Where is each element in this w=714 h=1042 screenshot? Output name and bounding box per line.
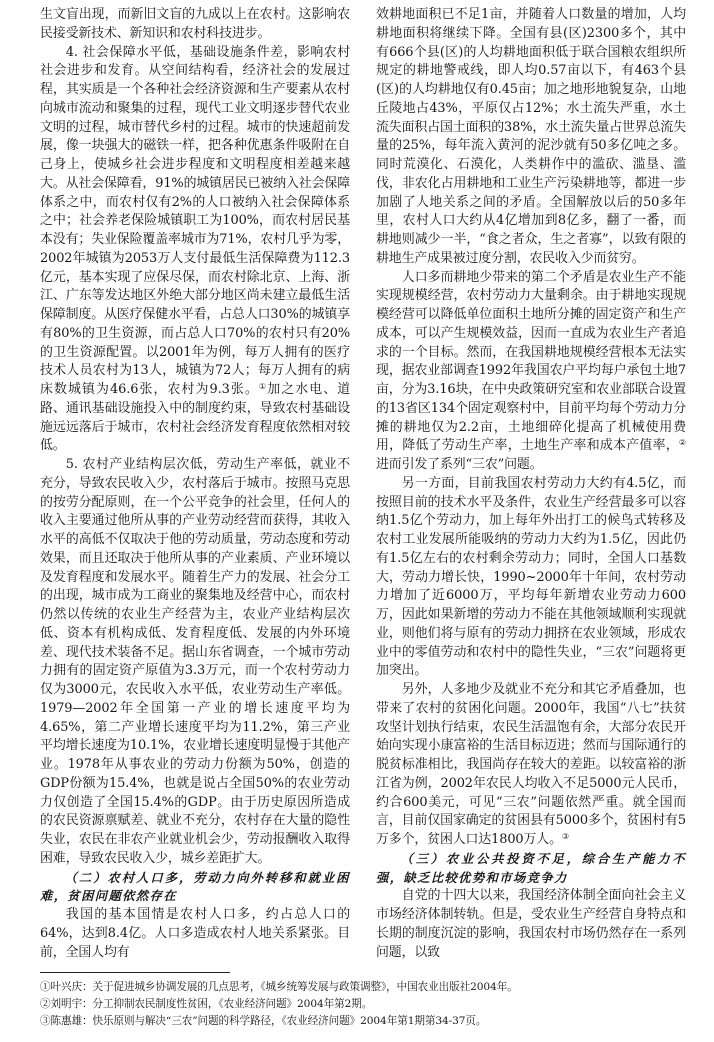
paragraph-market-economy: 自党的十四大以来，我国经济体制全面向社会主义市场经济体制转轨。但是，受农业生产经营自身特点和长期的制度沉淀的影响，我国农村市场仍然存在一系列问题，以致 (376, 888, 686, 960)
footnote-ref-3[interactable]: ③ (561, 832, 569, 841)
section-heading-3: （三）农业公共投资不足，综合生产能力不强，缺乏比较优势和市场竞争力 (376, 851, 686, 885)
right-column (376, 6, 686, 962)
left-column (40, 6, 350, 962)
footnote-ref-1[interactable]: ① (258, 382, 268, 391)
footnote-1: ①叶兴庆：关于促进城乡协调发展的几点思考，《城乡统筹发展与政策调整》，中国农业出版社2004年。 (40, 981, 518, 994)
paragraph-industry-structure: 5. 农村产业结构层次低，劳动生产率低，就业不充分，导致农民收入少，农村落后于城市。按照马克思的按劳分配原则，在一个公平竞争的社会里，任何人的收入主要通过他所从事的产业劳动经营而获得，其收入水平的高低不仅取决于他的劳动质量，劳动态度和劳动效果，而且还取决于他所从事的产业素质、产业环境以及发育程度和发展水平。随着生产力的发展、社会分工的出现，城市成为工商业的聚集地及经营中心，而农村仍然以传统的农业生产经营为主，农业产业结构层次低、资本有机构成低、发育程度低、发展的内外环境差、现代技术装备不足。据山东省调查，一个城市劳动力拥有的固定资产原值为3.3万元，而一个农村劳动力仅为3000元，农民收入水平低，农业劳动生产率低。1979—2002年全国第一产业的增长速度平均为4.65%，第二产业增长速度平均为11.2%，第三产业平均增长速度为10.1%，农业增长速度明显慢于其他产业。1978年从事农业的劳动力份额为50%，创造的GDP份额为15.4%，也就是说占全国50%的农业劳动力仅创造了全国15.4%的GDP。由于历史原因所造成的农民资源禀赋差、就业不充分，农村存在大量的隐性失业，农民在非农产业就业机会少，劳动报酬收入取得困难，导致农民收入少，城乡差距扩大。 (40, 457, 350, 866)
paragraph-text: 进而引发了系列“三农”问题。 (376, 457, 543, 472)
footnote-divider (40, 972, 230, 973)
paragraph-text: 4. 社会保障水平低，基础设施条件差，影响农村社会进步和发育。从空间结构看，经济社会的发展过程，其实质是一个各种社会经济资源和生产要素从农村向城市流动和聚集的过程，现代工业文明逐步替代农业文明的过程，城市替代乡村的过程。城市的快速超前发展，像一块强大的磁铁一样，把各种优惠条件吸附在自己身上，使城乡社会进步程度和文明程度相差越来越大。从社会保障看，91%的城镇居民已被纳入社会保障体系之中，而农村仅有2%的人口被纳入社会保障体系之中；社会养老保险城镇职工为100%，而农村居民基本没有；失业保险覆盖率城市为71%，农村几乎为零，2002年城镇为2053万人支付最低生活保障费为112.3亿元，基本实现了应保尽保，而农村除北京、上海、浙江、广东等发达地区外绝大部分地区尚未建立最低生活保障制度。从医疗保健水平看，占总人口30%的城镇享有80%的卫生资源，而占总人口70%的农村只有20%的卫生资源配置。以2001年为例，每万人拥有的医疗技术人员农村为13人，城镇为72人；每万人拥有的病床数城镇为46.6张，农村为9.3张。 (40, 44, 350, 397)
paragraph-continuation: 效耕地面积已不足1亩，并随着人口数量的增加，人均耕地面积将继续下降。全国有县(区)2300多个，其中有666个县(区)的人均耕地面积低于联合国粮农组织所规定的耕地警戒线，即人均0.57亩以下，有463个县(区)的人均耕地仅有0.45亩；加之地形地貌复杂，山地丘陵地占43%，平原仅占12%；水土流失严重，水土流失面积占国土面积的38%，水土流失量占世界总流失量的25%，每年流入黄河的泥沙就有50多亿吨之多。同时荒漠化、石漠化，人类耕作中的滥砍、滥垦、滥伐，非农化占用耕地和工业生产污染耕地等，都进一步加剧了人地关系之间的矛盾。全国解放以后的50多年里，农村人口大约从4亿增加到8亿多，翻了一番，而耕地则减少一半，“食之者众，生之者寡”，以致有限的耕地生产成果被过度分割，农民收入少而贫穷。 (376, 7, 686, 266)
paragraph-text: 另外，人多地少及就业不充分和其它矛盾叠加，也带来了农村的贫困化问题。2000年，我国“八七”扶贫攻坚计划执行结束，农民生活温饱有余，大部分农民开始向实现小康富裕的生活目标迈进；然而与国际通行的脱贫标准相比，我国尚存在较大的差距。以较富裕的浙江省为例，2002年农民人均收入不足5000元人民币，约合600美元，可见“三农”问题依然严重。就全国而言，目前仅国家确定的贫困县有5000多个，贫困村有5万多个，贫困人口达1800万人。 (376, 682, 686, 847)
paragraph-scale-operation (376, 269, 686, 475)
paragraph-social-security (40, 44, 350, 457)
paragraph-poverty (376, 681, 686, 850)
paragraph-text: 人口多而耕地少带来的第二个矛盾是农业生产不能实现规模经营，农村劳动力大量剩余。由于耕地实现规模经营可以降低单位面积土地所分摊的固定资产和生产成本，可以产生规模效益，因而一直成为农业生产者追求的一个目标。然而，在我国耕地规模经营根本无法实现，据农业部调查1992年我国农户平均每户承包土地7亩，分为3.16块，在中央政策研究室和农业部联合设置的13省区134个固定观察村中，目前平均每个劳动力分摊的耕地仅为2.2亩，土地细碎化提高了机械使用费用，降低了劳动生产率，土地生产率和成本产值率， (376, 269, 686, 454)
section-heading-2: （二）农村人口多，劳动力向外转移和就业困难，贫困问题依然存在 (40, 870, 350, 904)
footnote-ref-2[interactable]: ② (678, 438, 686, 448)
paragraph-continuation: 生文盲出现，而新旧文盲的九成以上在农村。这影响农民接受新技术、新知识和农村科技进步。 (40, 7, 350, 41)
paragraph-population: 我国的基本国情是农村人口多，约占总人口的64%，达到8.4亿。人口多造成农村人地关系紧张。目前，全国人均有 (40, 907, 350, 960)
paragraph-text: 加之水电、道路、通讯基础设施投入中的制度约束，导致农村基础设施远远落后于城市，农村社会经济发育程度依然相对较低。 (40, 382, 350, 454)
footnotes (40, 979, 680, 1030)
text-columns (40, 6, 714, 962)
footnote-2: ②刘明宇：分工抑制农民制度性贫困，《农业经济问题》2004年第2期。 (40, 998, 373, 1011)
paragraph-labor-surplus: 另一方面，目前我国农村劳动力大约有4.5亿，而按照目前的技术水平及条件，农业生产经营最多可以容纳1.5亿个劳动力，加上每年外出打工的候鸟式转移及农村工业发展所能吸纳的劳动力大约为1.5亿，因此仍有1.5亿左右的农村剩余劳动力；同时，全国人口基数大，劳动力增长快，1990~2000年十年间，农村劳动力增加了近6000万，平均每年新增农业劳动力600万，因此如果新增的劳动力不能在其他领域顺利实现就业，则他们将与原有的劳动力拥挤在农业领域，形成农业中的零值劳动和农村中的隐性失业，“三农”问题将更加突出。 (376, 475, 686, 679)
footnote-3: ③陈惠雄：快乐原则与解决“三农”问题的科学路径，《农业经济问题》2004年第1期第34-37页。 (40, 1015, 487, 1028)
